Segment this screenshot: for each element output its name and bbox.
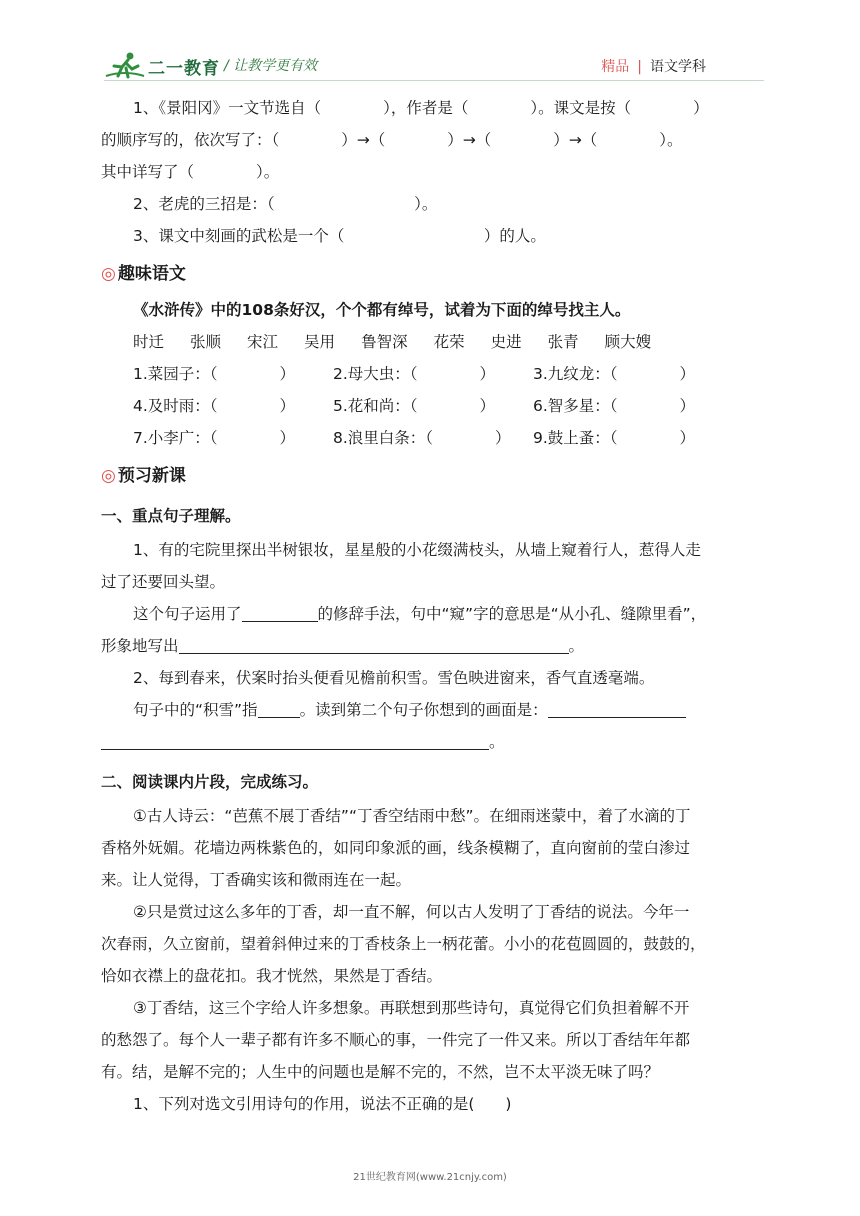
subheading-2: 二、阅读课内片段，完成练习。 <box>101 773 319 791</box>
question-3: 3、课文中刻画的武松是一个（ ）的人。 <box>133 227 546 245</box>
nickname-row: 7.小李广：（ ） 8.浪里白条：（ ） 9.鼓上蚤：（ ） <box>133 429 696 447</box>
sentence-2-question-line2: 。 <box>101 726 763 758</box>
page-header <box>104 48 764 84</box>
names-list: 时迁 张顺 宋江 吴用 鲁智深 花荣 史进 张青 顾大嫂 <box>133 333 652 351</box>
section-preview-title: ◎ 预习新课 <box>101 466 186 486</box>
exercise-question-1: 1、下列对选文引用诗句的作用，说法不正确的是( ) <box>133 1095 512 1113</box>
passage-para-1: ①古人诗云：“芭蕉不展丁香结”“丁香空结雨中愁”。在细雨迷蒙中，着了水滴的丁 <box>133 807 691 825</box>
sentence-2-question: 句子中的“积雪”指 。读到第二个句子你想到的画面是： <box>101 694 763 726</box>
question-1-line2: 的顺序写的，依次写了：（ ）→（ ）→（ ）→（ ）。 <box>101 131 683 149</box>
passage-para-2-line3: 恰如衣襟上的盘花扣。我才恍然，果然是丁香结。 <box>101 967 443 985</box>
passage-para-1-line2: 香格外妩媚。花墙边两株紫色的，如同印象派的画，线条模糊了，直向窗前的莹白渗过 <box>101 839 691 857</box>
nickname-row: 4.及时雨：（ ） 5.花和尚：（ ） 6.智多星：（ ） <box>133 397 696 415</box>
passage-para-2: ②只是赏过这么多年的丁香，却一直不解，何以古人发明了丁香结的说法。今年一 <box>133 903 690 921</box>
passage-para-3: ③丁香结，这三个字给人许多想象。再联想到那些诗句，真觉得它们负担着解不开 <box>133 999 690 1017</box>
sentence-1: 1、有的宅院里探出半树银妆，星星般的小花缀满枝头，从墙上窥着行人，惹得人走 <box>133 541 701 559</box>
sentence-1-question: 这个句子运用了 的修辞手法，句中“窥”字的意思是“从小孔、缝隙里看”， <box>133 605 707 623</box>
fun-prompt: 《水浒传》中的108条好汉，个个都有绰号，试着为下面的绰号找主人。 <box>133 301 631 319</box>
question-1: 1、《景阳冈》一文节选自（ ），作者是（ ）。课文是按（ ） <box>133 99 709 117</box>
passage-para-3-line3: 有。结，是解不完的；人生中的问题也是解不完的，不然，岂不太平淡无味了吗？ <box>101 1063 660 1081</box>
passage-para-1-line3: 来。让人觉得，丁香确实该和微雨连在一起。 <box>101 871 412 889</box>
sentence-1-question-line2: 形象地写出 。 <box>101 637 585 655</box>
brand-name: 二一教育 <box>148 59 220 79</box>
passage-para-2-line2: 次春雨，久立窗前，望着斜伸过来的丁香枝条上一柄花蕾。小小的花苞圆圆的，鼓鼓的， <box>101 935 706 953</box>
header-divider <box>104 80 764 81</box>
slogan: / 让教学更有效 <box>224 58 318 74</box>
page-footer: 21世纪教育网(www.21cnjy.com) <box>353 1172 507 1183</box>
sentence-1-line2: 过了还要回头望。 <box>101 573 226 591</box>
passage-para-3-line2: 的愁怨了。每个人一辈子都有许多不顺心的事，一件完了一件又来。所以丁香结年年都 <box>101 1031 691 1049</box>
section-fun-title: ◎ 趣味语文 <box>101 264 186 284</box>
document-body <box>101 92 763 1120</box>
question-1-line3: 其中详写了（ ）。 <box>101 163 280 181</box>
header-right: 精品 | 语文学科 <box>601 59 706 75</box>
question-2: 2、老虎的三招是：（ ）。 <box>133 195 438 213</box>
sentence-2: 2、每到春来，伏案时抬头便看见檐前积雪。雪色映进窗来，香气直透毫端。 <box>133 669 655 687</box>
nickname-row: 1.菜园子：（ ） 2.母大虫：（ ） 3.九纹龙：（ ） <box>133 365 696 383</box>
subheading-1: 一、重点句子理解。 <box>101 507 241 525</box>
